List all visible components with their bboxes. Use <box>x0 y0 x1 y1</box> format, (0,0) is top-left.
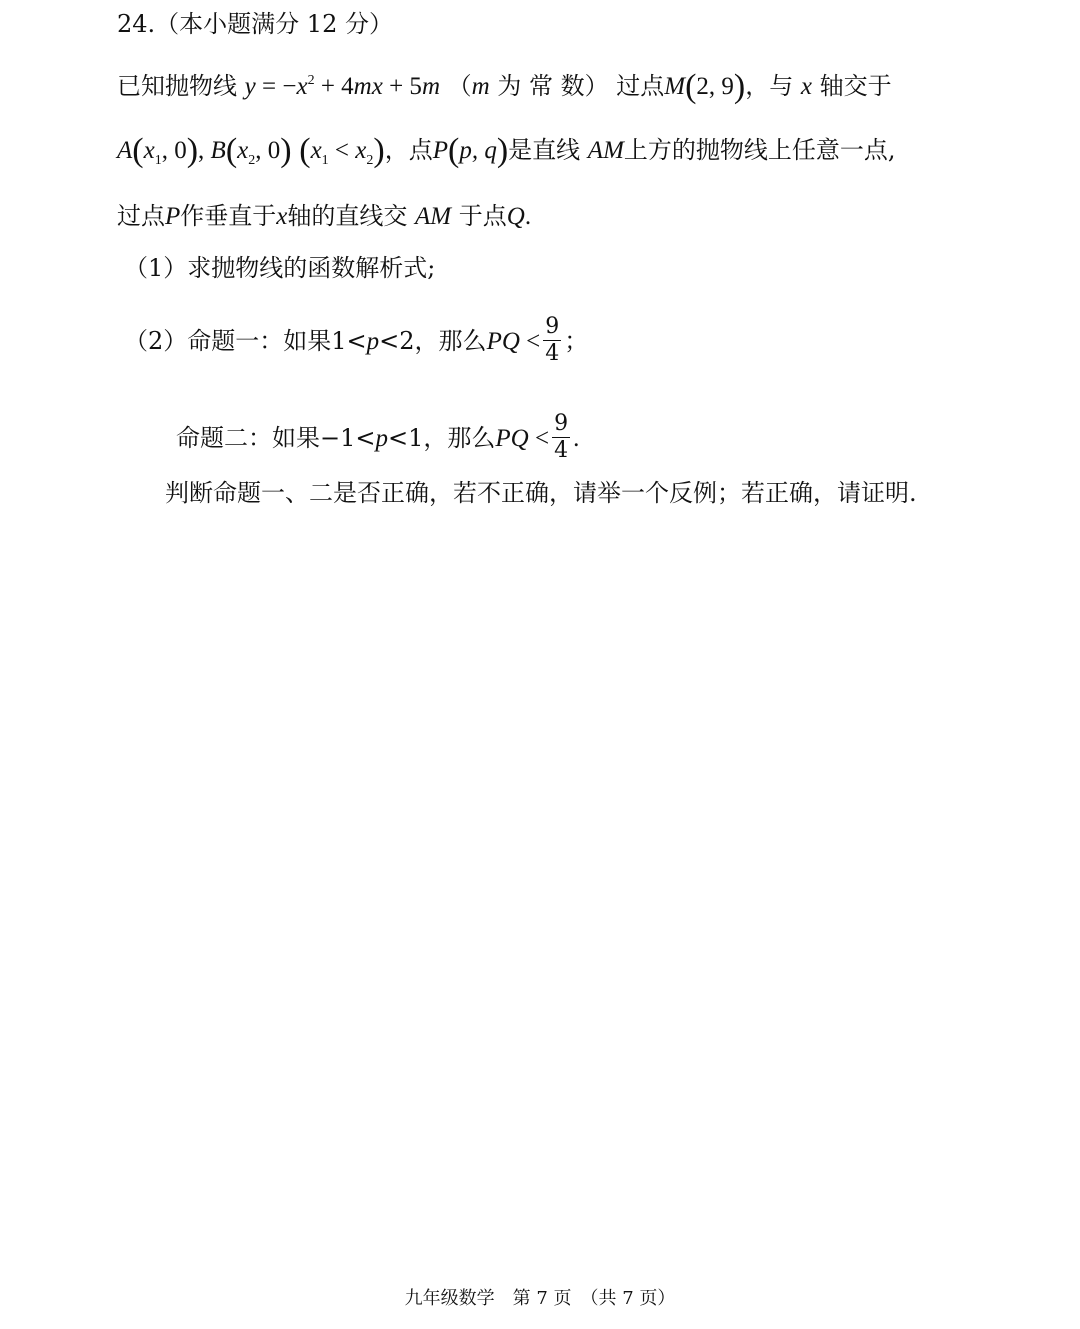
problem-header <box>117 9 393 39</box>
fraction-nine-fourths: $\frac{9}{4}$ <box>554 411 569 463</box>
point-Q: Q <box>506 203 525 230</box>
period: . <box>524 203 532 230</box>
less-than: < <box>519 328 541 355</box>
point-M: M <box>664 73 686 100</box>
point-B: $B(x_2$, 0) <box>210 132 292 169</box>
stem-text: 于点 <box>458 202 507 230</box>
point-A: $A(x_1$, 0) <box>117 132 199 169</box>
stem-text: ，与 <box>745 72 794 100</box>
less-than: < <box>528 425 550 452</box>
fraction-nine-fourths: $\frac{9}{4}$ <box>545 314 560 366</box>
question-2-proposition-2 <box>176 413 579 466</box>
stem-line-2 <box>117 132 896 169</box>
x-var: x <box>276 203 288 230</box>
stem-text: 上方的抛物线上任意一点, <box>623 136 896 164</box>
stem-text: 轴的直线交 <box>287 202 408 230</box>
period: . <box>573 425 580 452</box>
segment-PQ: PQ <box>486 328 520 355</box>
var-p: p <box>366 328 380 355</box>
segment-PQ: PQ <box>495 425 529 452</box>
stem-text: 轴交于 <box>819 72 892 100</box>
point-P: P <box>165 203 181 230</box>
parabola-equation: $y = -x^2 + 4mx + 5m$ <box>244 73 440 100</box>
var-p: p <box>375 425 388 452</box>
question-1-text: 求抛物线的函数解析式; <box>187 254 436 282</box>
x-var: x <box>800 73 812 100</box>
line-AM: AM <box>587 137 624 164</box>
stem-text: ，点 <box>384 136 433 164</box>
stem-text: 过点 <box>616 72 665 100</box>
question-1 <box>124 253 435 283</box>
point-P-coords: (p, q) <box>448 132 509 169</box>
comma: , <box>198 137 211 164</box>
question-2-proposition-1 <box>124 316 588 369</box>
stem-text: 是直线 <box>508 136 581 164</box>
stem-line-1 <box>117 68 892 105</box>
question-2-label: （2） <box>124 327 188 355</box>
stem-text: 作垂直于 <box>180 202 277 230</box>
prop2-text: <1，那么 <box>388 424 496 452</box>
prop1-text: 命题一：如果1< <box>187 327 367 355</box>
prop2-text: 命题二：如果−1< <box>176 424 376 452</box>
question-1-label: （1） <box>124 254 188 282</box>
judge-instruction: 判断命题一、二是否正确，若不正确，请举一个反例；若正确，请证明. <box>165 479 917 507</box>
problem-number: 24. <box>117 10 156 38</box>
stem-text: 已知抛物线 <box>117 72 237 100</box>
line-AM: AM <box>415 203 452 230</box>
stem-line-3 <box>117 201 531 232</box>
root-order: $(x_1 < x_2)$ <box>299 132 385 169</box>
point-M-coords: (2, 9) <box>685 68 746 105</box>
stem-text: 过点 <box>117 202 165 230</box>
semicolon: ； <box>564 327 589 355</box>
prop1-text: <2，那么 <box>379 327 487 355</box>
constant-note: （m 为 常 数） <box>447 72 609 100</box>
point-P: P <box>432 137 448 164</box>
problem-points: （本小题满分 12 分） <box>155 10 393 38</box>
page-footer: 九年级数学 第 7 页 （共 7 页） <box>404 1288 676 1309</box>
